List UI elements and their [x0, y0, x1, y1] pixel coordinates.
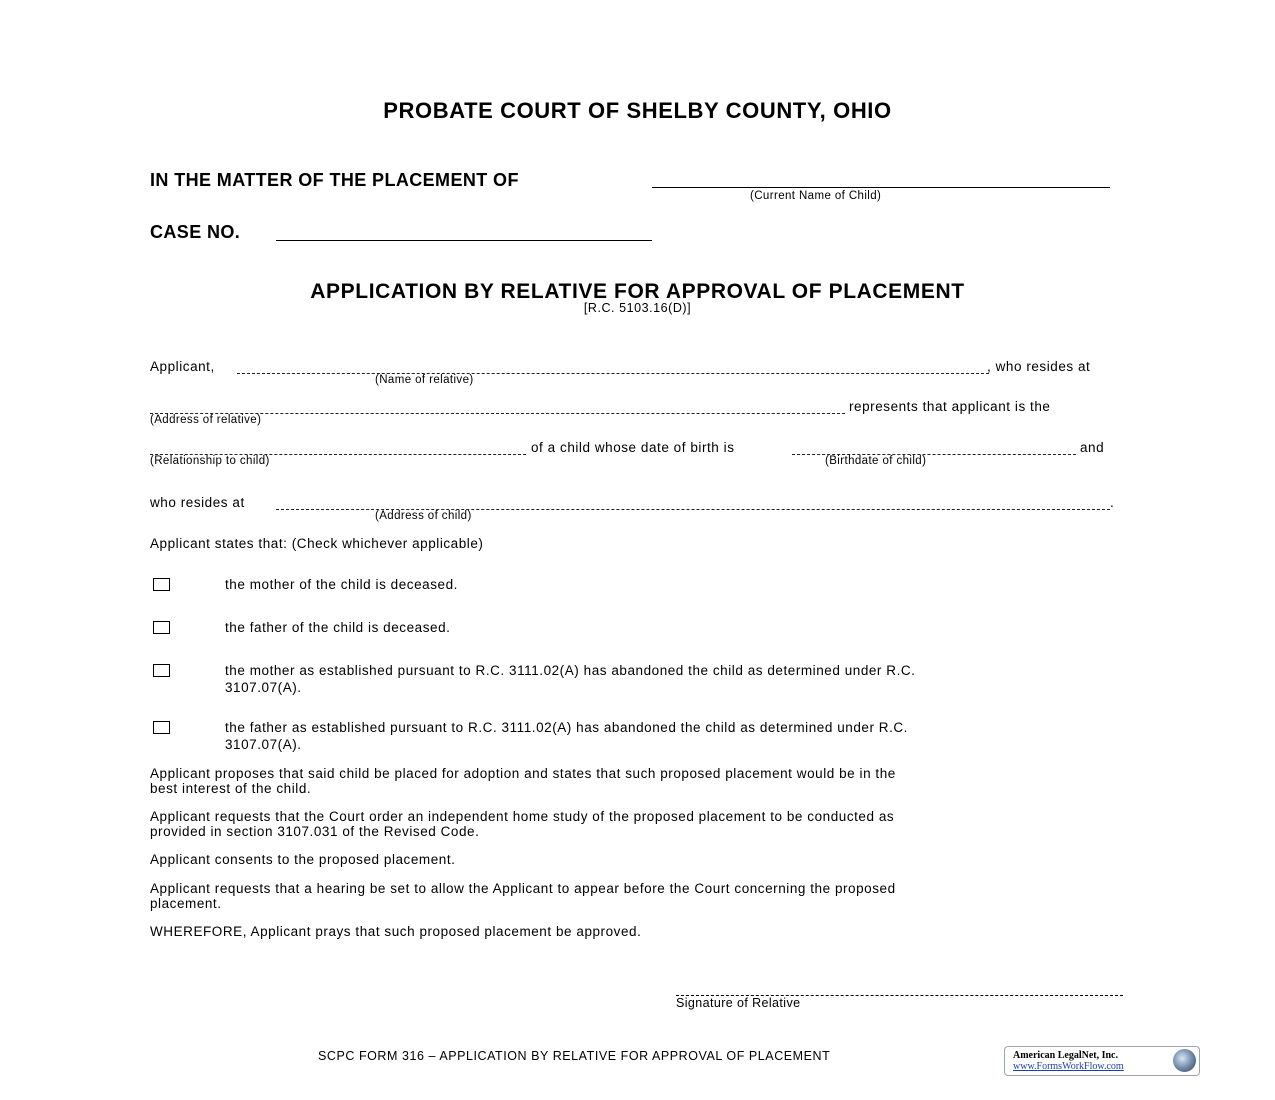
- checkbox-mother-deceased[interactable]: [153, 578, 170, 591]
- badge-company: American LegalNet, Inc.: [1013, 1050, 1118, 1061]
- option-father-deceased: the father of the child is deceased.: [225, 620, 451, 635]
- child-name-field[interactable]: [652, 187, 1110, 188]
- child-name-caption: (Current Name of Child): [750, 190, 882, 202]
- birthdate-caption: (Birthdate of child): [825, 455, 927, 467]
- represents-text: represents that applicant is the: [849, 399, 1051, 414]
- option-mother-deceased: the mother of the child is deceased.: [225, 577, 458, 592]
- and-text: and: [1080, 440, 1105, 455]
- option-father-abandoned-line2: 3107.07(A).: [225, 737, 302, 752]
- form-title: APPLICATION BY RELATIVE FOR APPROVAL OF PLACEMENT: [310, 280, 965, 303]
- signature-caption: Signature of Relative: [676, 996, 801, 1010]
- paragraph-home-study-line2: provided in section 3107.031 of the Revised Code.: [150, 824, 480, 839]
- relative-name-field[interactable]: [237, 373, 989, 374]
- paragraph-wherefore: WHEREFORE, Applicant prays that such proposed placement be approved.: [150, 924, 642, 939]
- statements-intro: Applicant states that: (Check whichever applicable): [150, 536, 484, 551]
- relative-address-caption: (Address of relative): [150, 414, 262, 426]
- checkbox-mother-abandoned[interactable]: [153, 664, 170, 677]
- statute-reference: [R.C. 5103.16(D)]: [583, 301, 692, 315]
- footer-form-id: SCPC FORM 316 – APPLICATION BY RELATIVE FOR APPROVAL OF PLACEMENT: [318, 1049, 831, 1063]
- option-mother-abandoned-line1: the mother as established pursuant to R.C. 3111.02(A) has abandoned the child as determined under R.C.: [225, 663, 916, 678]
- child-dob-text: of a child whose date of birth is: [531, 440, 735, 455]
- resides-at-text: , who resides at: [987, 359, 1091, 374]
- period-text: .: [1110, 495, 1115, 510]
- american-legalnet-badge[interactable]: [1004, 1046, 1200, 1076]
- badge-url-link[interactable]: www.FormsWorkFlow.com: [1013, 1061, 1124, 1072]
- checkbox-father-abandoned[interactable]: [153, 721, 170, 734]
- relative-name-caption: (Name of relative): [375, 374, 474, 386]
- paragraph-proposal-line1: Applicant proposes that said child be placed for adoption and states that such proposed placement would be in the: [150, 766, 896, 781]
- relationship-caption: (Relationship to child): [150, 455, 270, 467]
- court-title: PROBATE COURT OF SHELBY COUNTY, OHIO: [383, 98, 892, 123]
- paragraph-hearing-line2: placement.: [150, 896, 222, 911]
- child-address-caption: (Address of child): [375, 510, 472, 522]
- checkbox-father-deceased[interactable]: [153, 621, 170, 634]
- case-no-label: CASE NO.: [150, 222, 241, 242]
- globe-logo-icon: [1173, 1049, 1196, 1072]
- matter-label: IN THE MATTER OF THE PLACEMENT OF: [150, 170, 519, 190]
- paragraph-home-study-line1: Applicant requests that the Court order an independent home study of the proposed placement to be conducted as: [150, 809, 895, 824]
- option-father-abandoned-line1: the father as established pursuant to R.C. 3111.02(A) has abandoned the child as determined under R.C.: [225, 720, 908, 735]
- paragraph-hearing-line1: Applicant requests that a hearing be set to allow the Applicant to appear before the Court concerning the proposed: [150, 881, 896, 896]
- paragraph-proposal-line2: best interest of the child.: [150, 781, 312, 796]
- option-mother-abandoned-line2: 3107.07(A).: [225, 680, 302, 695]
- child-resides-text: who resides at: [150, 495, 245, 510]
- applicant-prefix: Applicant,: [150, 359, 215, 374]
- paragraph-consent: Applicant consents to the proposed placement.: [150, 852, 456, 867]
- case-no-field[interactable]: [276, 240, 652, 241]
